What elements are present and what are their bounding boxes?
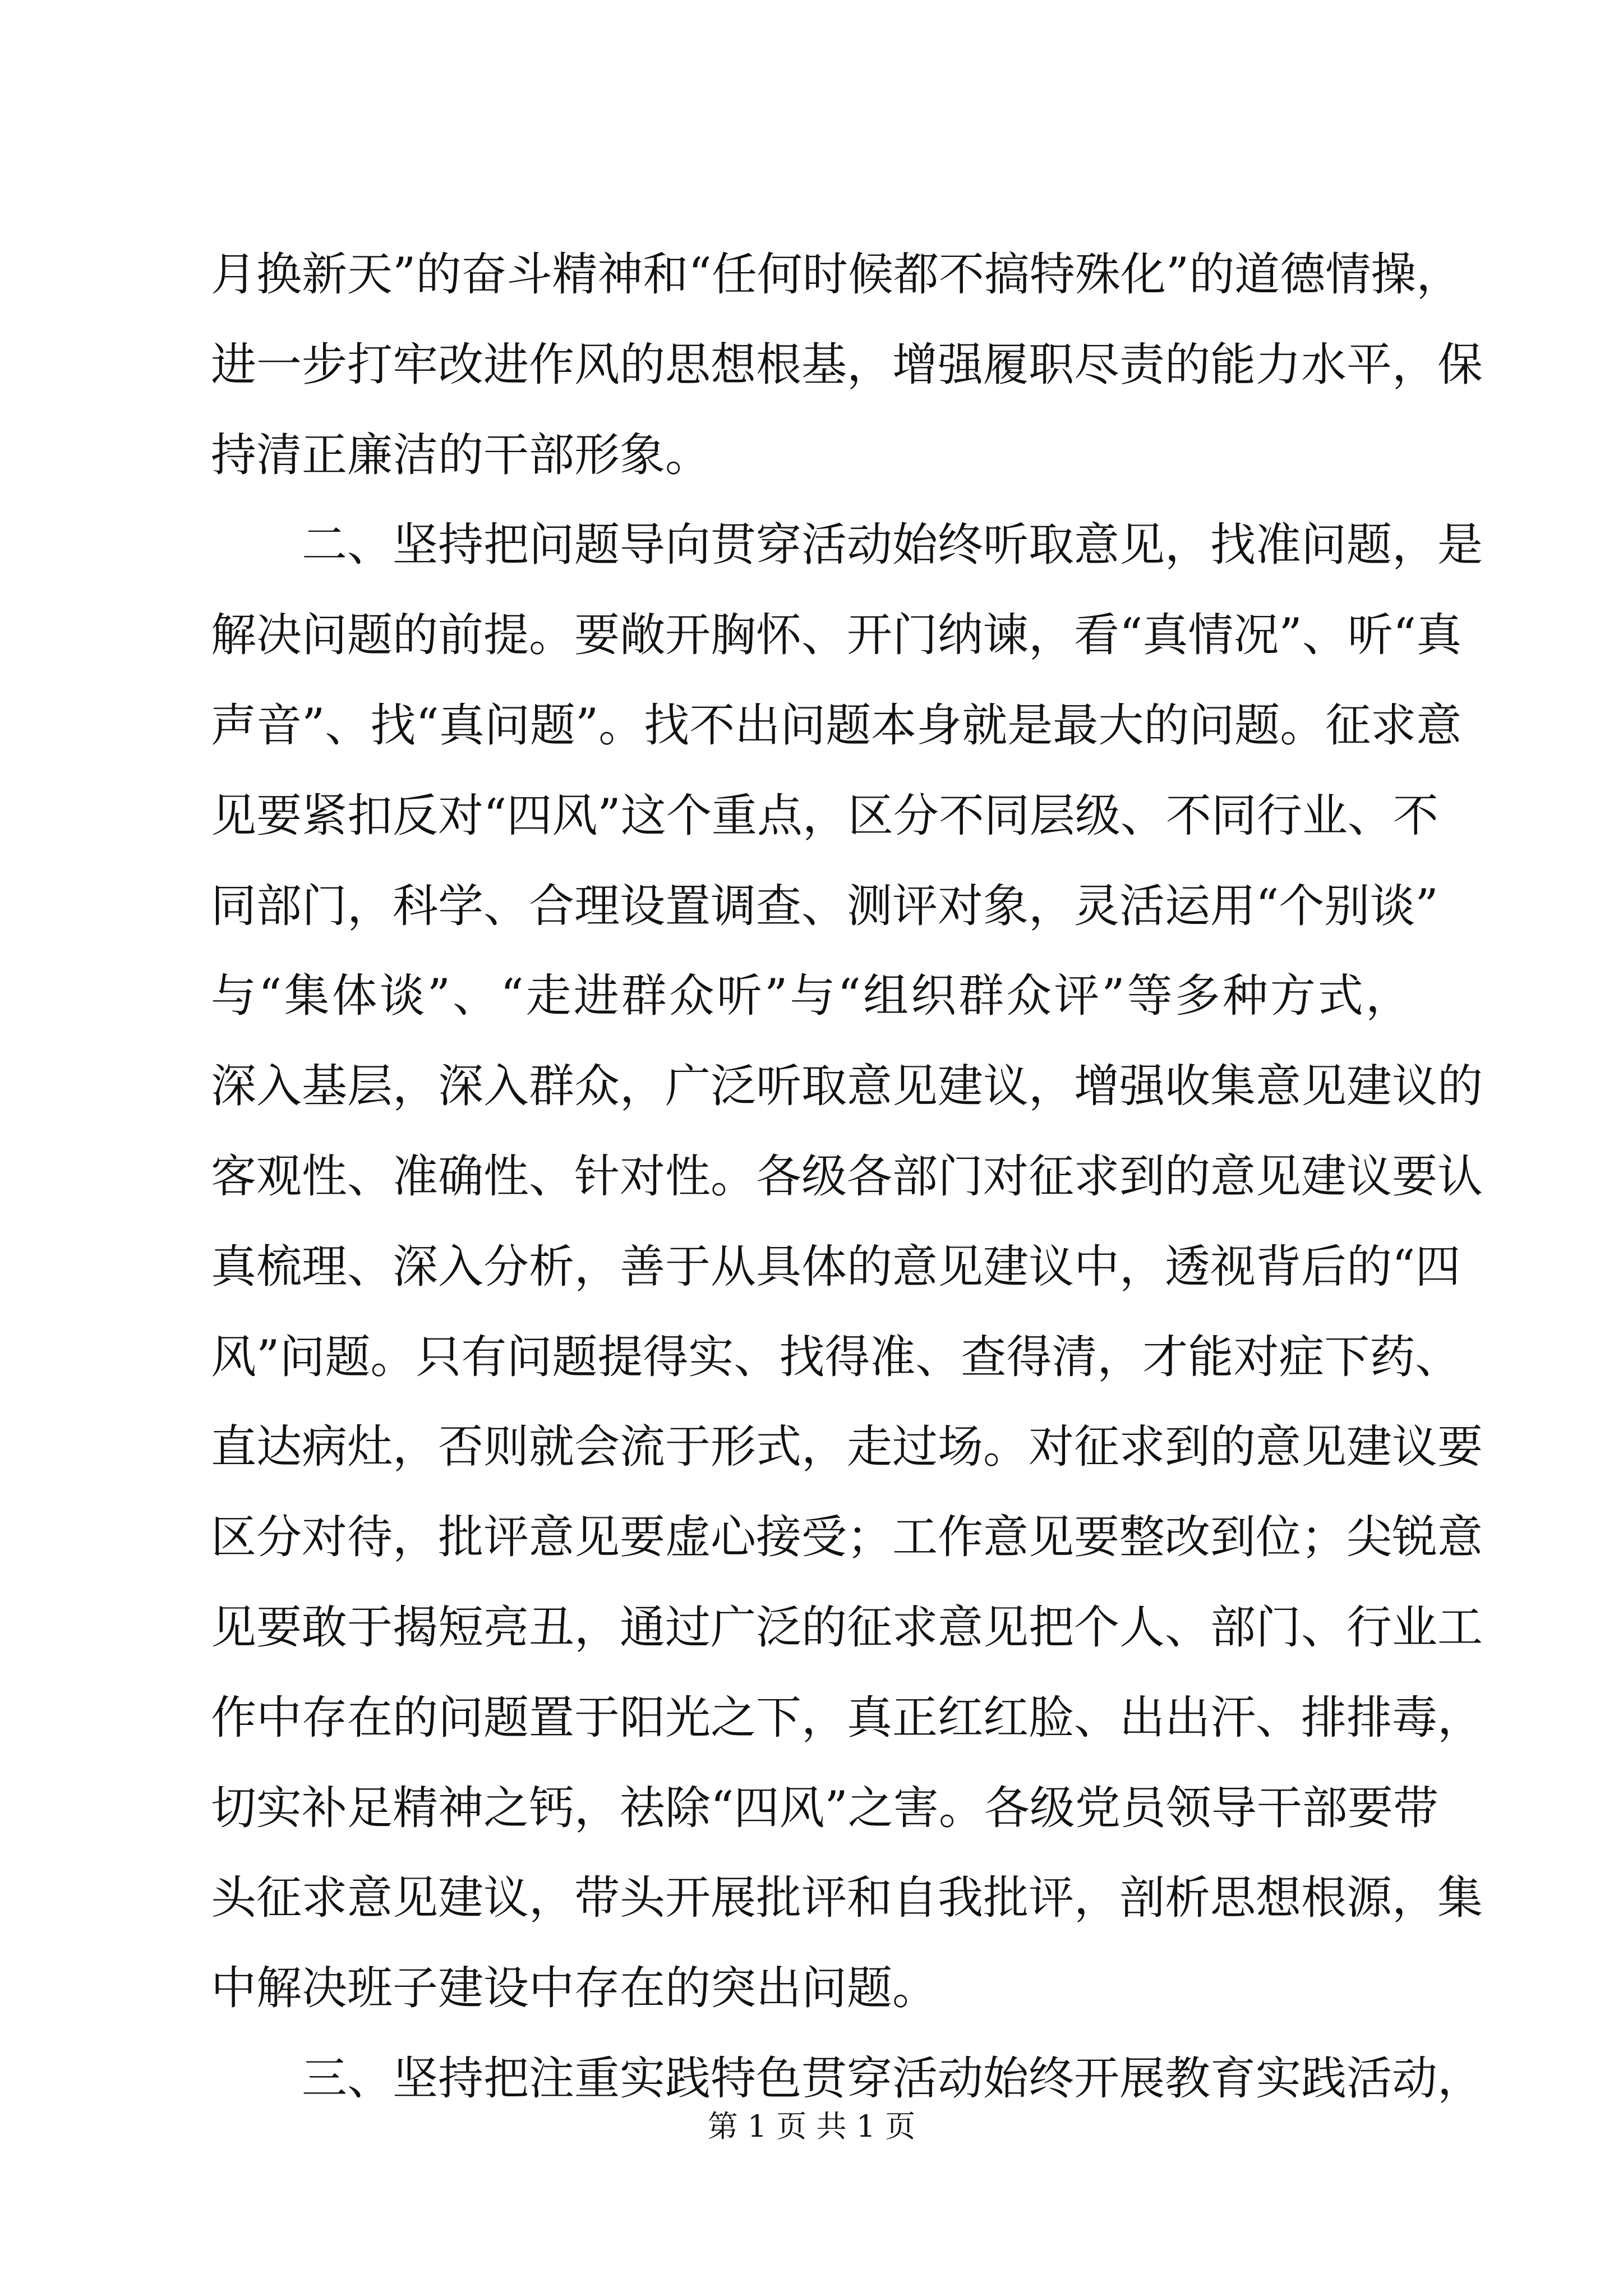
text-line: 见要敢于揭短亮丑，通过广泛的征求意见把个人、部门、行业工 <box>211 1601 1483 1654</box>
text-line: 中解决班子建设中存在的突出问题。 <box>211 1962 938 2016</box>
text-line: 作中存在的问题置于阳光之下，真正红红脸、出出汗、排排毒， <box>211 1691 1483 1745</box>
text-line: 解决问题的前提。要敞开胸怀、开门纳谏，看“真情况”、听“真 <box>211 609 1462 662</box>
text-line: 与“集体谈”、“走进群众听”与“组织群众评”等多种方式， <box>211 970 1411 1023</box>
text-line: 声音”、找“真问题”。找不出问题本身就是最大的问题。征求意 <box>211 699 1462 752</box>
text-line: 头征求意见建议，带头开展批评和自我批评，剖析思想根源，集 <box>211 1872 1483 1925</box>
text-line: 真梳理、深入分析，善于从具体的意见建议中，透视背后的“四 <box>211 1240 1461 1294</box>
text-line: 持清正廉洁的干部形象。 <box>211 429 711 482</box>
text-line: 进一步打牢改进作风的思想根基，增强履职尽责的能力水平，保 <box>211 338 1483 392</box>
text-line: 切实补足精神之钙，祛除“四风”之害。各级党员领导干部要带 <box>211 1782 1438 1835</box>
document-body <box>211 230 1483 2124</box>
page-number-label: 第 1 页 共 1 页 <box>707 2109 916 2144</box>
paragraph-2 <box>211 500 1483 2034</box>
text-line: 直达病灶，否则就会流于形式，走过场。对征求到的意见建议要 <box>211 1421 1483 1474</box>
text-line: 二、坚持把问题导向贯穿活动始终听取意见，找准问题，是 <box>302 519 1483 572</box>
text-line: 同部门，科学、合理设置调查、测评对象，灵活运用“个别谈” <box>211 880 1438 933</box>
text-line: 三、坚持把注重实践特色贯穿活动始终开展教育实践活动， <box>302 2052 1483 2105</box>
text-line: 深入基层，深入群众，广泛听取意见建议，增强收集意见建议的 <box>211 1060 1483 1114</box>
text-line: 月换新天”的奋斗精神和“任何时候都不搞特殊化”的道德情操， <box>211 249 1462 301</box>
page-footer <box>0 2102 1623 2146</box>
text-line: 客观性、准确性、针对性。各级各部门对征求到的意见建议要认 <box>211 1150 1483 1203</box>
text-line: 见要紧扣反对“四风”这个重点，区分不同层级、不同行业、不 <box>211 789 1438 843</box>
paragraph-1 <box>211 230 1483 500</box>
text-line: 风”问题。只有问题提得实、找得准、查得清，才能对症下药、 <box>211 1331 1461 1384</box>
text-line: 区分对待，批评意见要虚心接受；工作意见要整改到位；尖锐意 <box>211 1511 1483 1565</box>
